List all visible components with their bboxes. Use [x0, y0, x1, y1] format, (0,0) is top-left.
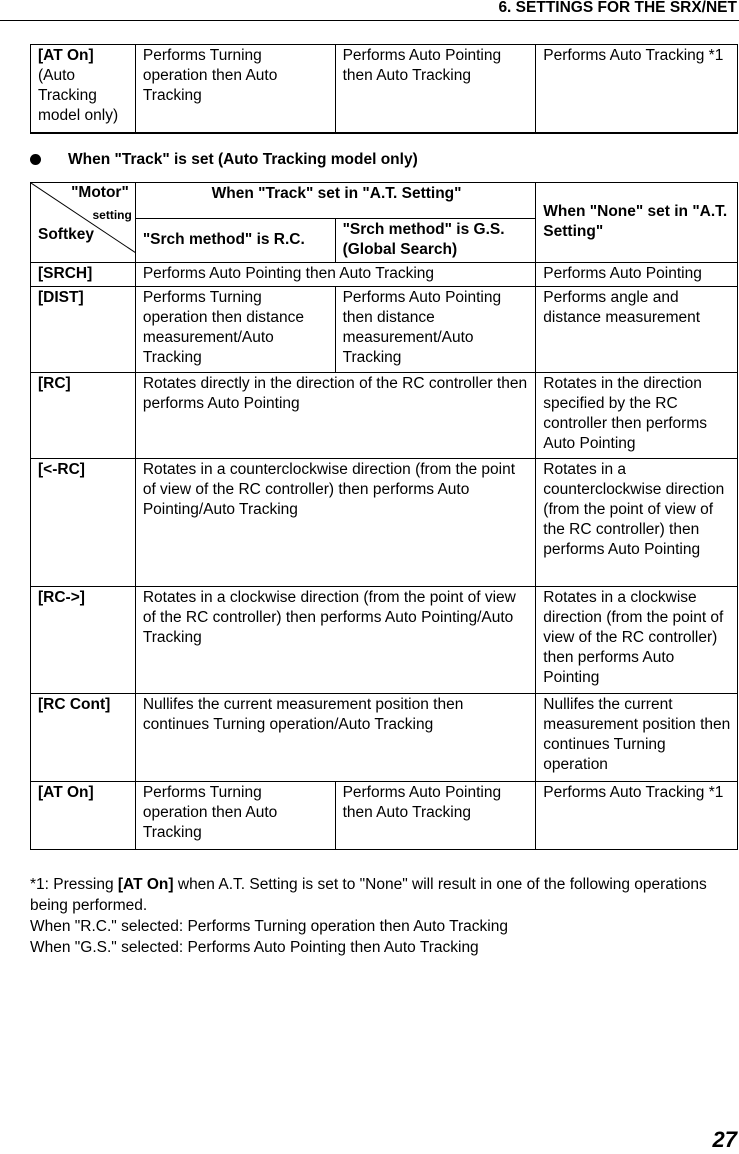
- softkey-cell: [31, 45, 136, 133]
- table-row: [31, 694, 738, 782]
- corner-softkey-label: Softkey: [38, 226, 94, 243]
- footnote-line-4: When "G.S." selected: Performs Auto Pointing then Auto Tracking: [30, 939, 479, 956]
- row-key: [DIST]: [31, 287, 136, 373]
- header-none: When "None" set in "A.T. Setting": [536, 183, 738, 263]
- rc-cell: Performs Turning operation then Auto Tracking: [135, 45, 335, 133]
- footnote-key: [AT On]: [117, 876, 174, 893]
- footnote-line-3: When "R.C." selected: Performs Turning operation then Auto Tracking: [30, 918, 508, 935]
- row-none: Rotates in a clockwise direction (from the point of view of the RC controller) then performs Auto Pointing: [536, 587, 738, 694]
- row-none: Nullifes the current measurement position then continues Turning operation: [536, 694, 738, 782]
- corner-motor-label: "Motor": [71, 184, 129, 201]
- footnote-line-1: [30, 874, 738, 895]
- header-gs: "Srch method" is G.S. (Global Search): [335, 219, 536, 263]
- row-key: [RC Cont]: [31, 694, 136, 782]
- header-rc: "Srch method" is R.C.: [135, 219, 335, 263]
- header-title: 6. SETTINGS FOR THE SRX/NET: [498, 0, 737, 16]
- none-cell: Performs Auto Tracking *1: [536, 45, 738, 133]
- page-header: [0, 0, 739, 21]
- gs-cell: Performs Auto Pointing then Auto Tracking: [335, 45, 536, 133]
- section-heading: [30, 150, 730, 172]
- footnote-line-2: being performed.: [30, 897, 148, 914]
- row-key: [RC]: [31, 373, 136, 459]
- table-row: [31, 459, 738, 587]
- at-on-table: [30, 44, 738, 134]
- row-rc: Performs Turning operation then distance measurement/Auto Tracking: [135, 287, 335, 373]
- table-header-row: [31, 183, 738, 219]
- row-track: Rotates directly in the direction of the RC controller then performs Auto Pointing: [135, 373, 535, 459]
- corner-setting-label: setting: [92, 208, 132, 222]
- row-rc: Performs Turning operation then Auto Tracking: [135, 782, 335, 850]
- footnote: [30, 874, 738, 958]
- table-row: [31, 587, 738, 694]
- row-track: Rotates in a clockwise direction (from the point of view of the RC controller) then performs Auto Pointing/Auto Tracking: [135, 587, 535, 694]
- row-track: Nullifes the current measurement position then continues Turning operation/Auto Tracking: [135, 694, 535, 782]
- row-gs: Performs Auto Pointing then distance measurement/Auto Tracking: [335, 287, 536, 373]
- row-key: [RC->]: [31, 587, 136, 694]
- header-track: When "Track" set in "A.T. Setting": [135, 183, 535, 219]
- page-number: 27: [712, 1127, 737, 1152]
- table-row: [31, 45, 738, 133]
- softkey-label: [AT On]: [38, 47, 94, 64]
- row-key: [<-RC]: [31, 459, 136, 587]
- table-row: [31, 287, 738, 373]
- corner-header-cell: [31, 183, 136, 263]
- row-none: Rotates in the direction specified by the RC controller then performs Auto Pointing: [536, 373, 738, 459]
- track-settings-table: [30, 182, 738, 850]
- row-none: Performs angle and distance measurement: [536, 287, 738, 373]
- footnote-line1-rest: when A.T. Setting is set to "None" will result in one of the following operations: [173, 876, 707, 893]
- softkey-note: (Auto Tracking model only): [38, 67, 119, 124]
- row-track: Rotates in a counterclockwise direction (from the point of view of the RC controller) then performs Auto Pointing/Auto Tracking: [135, 459, 535, 587]
- table-row: [31, 373, 738, 459]
- row-key: [AT On]: [31, 782, 136, 850]
- row-track: Performs Auto Pointing then Auto Tracking: [135, 263, 535, 287]
- row-none: Performs Auto Tracking *1: [536, 782, 738, 850]
- row-key: [SRCH]: [31, 263, 136, 287]
- footnote-prefix: *1: Pressing: [30, 876, 118, 893]
- table-row: [31, 782, 738, 850]
- bullet-icon: [30, 154, 41, 165]
- table-row: [31, 263, 738, 287]
- row-none: Rotates in a counterclockwise direction (from the point of view of the RC controller) then performs Auto Pointing: [536, 459, 738, 587]
- section-title: When "Track" is set (Auto Tracking model only): [68, 151, 418, 168]
- row-gs: Performs Auto Pointing then Auto Tracking: [335, 782, 536, 850]
- row-none: Performs Auto Pointing: [536, 263, 738, 287]
